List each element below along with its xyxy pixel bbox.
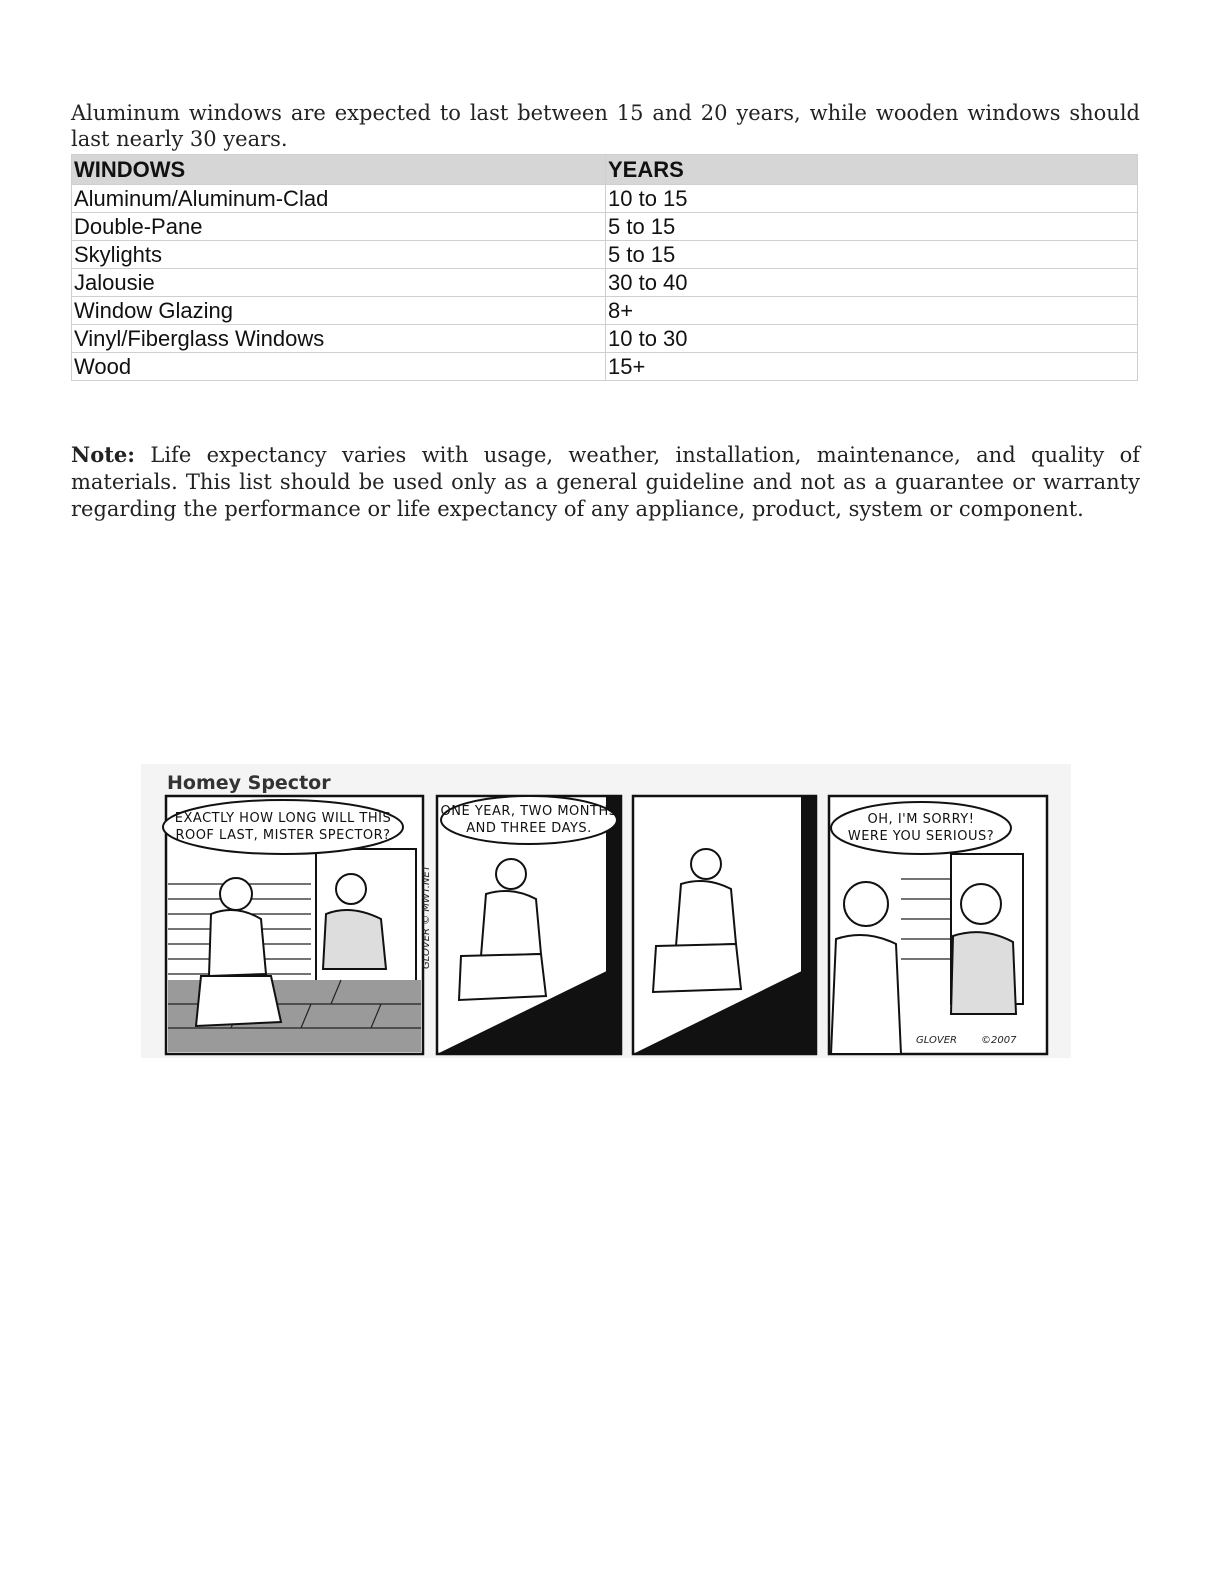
intro-paragraph: Aluminum windows are expected to last between 15 and 20 years, while wooden windows should last nearly 30 years. bbox=[71, 101, 1140, 151]
side-credit: GLOVER © MWT.NET bbox=[421, 865, 432, 969]
comic-strip-drawing bbox=[141, 764, 1071, 1058]
years-cell: 15+ bbox=[606, 353, 1138, 381]
speech-balloon-1 bbox=[163, 800, 403, 854]
years-cell: 5 to 15 bbox=[606, 213, 1138, 241]
window-type-cell: Vinyl/Fiberglass Windows bbox=[72, 325, 606, 353]
table-row bbox=[72, 353, 1138, 381]
years-cell: 5 to 15 bbox=[606, 241, 1138, 269]
speech-balloon-2 bbox=[441, 796, 618, 844]
column-header-windows: WINDOWS bbox=[72, 155, 606, 185]
balloon-4-line-2: WERE YOU SERIOUS? bbox=[847, 829, 995, 844]
table-row bbox=[72, 213, 1138, 241]
balloon-2-line-2: AND THREE DAYS. bbox=[466, 821, 592, 836]
note-paragraph bbox=[71, 441, 1140, 523]
table-row bbox=[72, 241, 1138, 269]
years-cell: 30 to 40 bbox=[606, 269, 1138, 297]
balloon-2-line-1: ONE YEAR, TWO MONTHS bbox=[440, 804, 618, 819]
artist-signature: GLOVER bbox=[916, 1035, 957, 1046]
window-type-cell: Aluminum/Aluminum-Clad bbox=[72, 185, 606, 213]
comic-panel-4 bbox=[829, 796, 1047, 1054]
window-type-cell: Double-Pane bbox=[72, 213, 606, 241]
balloon-1-line-1: EXACTLY HOW LONG WILL THIS bbox=[174, 811, 392, 826]
window-type-cell: Jalousie bbox=[72, 269, 606, 297]
table-header-row bbox=[72, 155, 1138, 185]
comic-strip bbox=[141, 764, 1071, 1058]
table-row bbox=[72, 325, 1138, 353]
window-type-cell: Wood bbox=[72, 353, 606, 381]
comic-title: Homey Spector bbox=[167, 772, 331, 794]
comic-panel-3 bbox=[633, 796, 816, 1054]
speech-balloon-4 bbox=[831, 802, 1011, 854]
column-header-years: YEARS bbox=[606, 155, 1138, 185]
note-label: Note: bbox=[71, 442, 136, 467]
balloon-4-line-1: OH, I'M SORRY! bbox=[867, 812, 975, 827]
table-row bbox=[72, 185, 1138, 213]
window-type-cell: Window Glazing bbox=[72, 297, 606, 325]
comic-panel-1 bbox=[163, 796, 432, 1054]
years-cell: 10 to 30 bbox=[606, 325, 1138, 353]
table-row bbox=[72, 297, 1138, 325]
copyright-mark: ©2007 bbox=[981, 1035, 1017, 1046]
years-cell: 10 to 15 bbox=[606, 185, 1138, 213]
years-cell: 8+ bbox=[606, 297, 1138, 325]
window-type-cell: Skylights bbox=[72, 241, 606, 269]
balloon-1-line-2: ROOF LAST, MISTER SPECTOR? bbox=[175, 828, 391, 843]
note-text: Life expectancy varies with usage, weather, installation, maintenance, and quality of materials. This list should be used only as a general guideline and not as a guarantee or warranty regarding the performance or life expectancy of any appliance, product, system or component. bbox=[71, 443, 1140, 521]
window-life-expectancy-table bbox=[71, 154, 1138, 381]
table-row bbox=[72, 269, 1138, 297]
comic-panel-2 bbox=[437, 796, 621, 1054]
